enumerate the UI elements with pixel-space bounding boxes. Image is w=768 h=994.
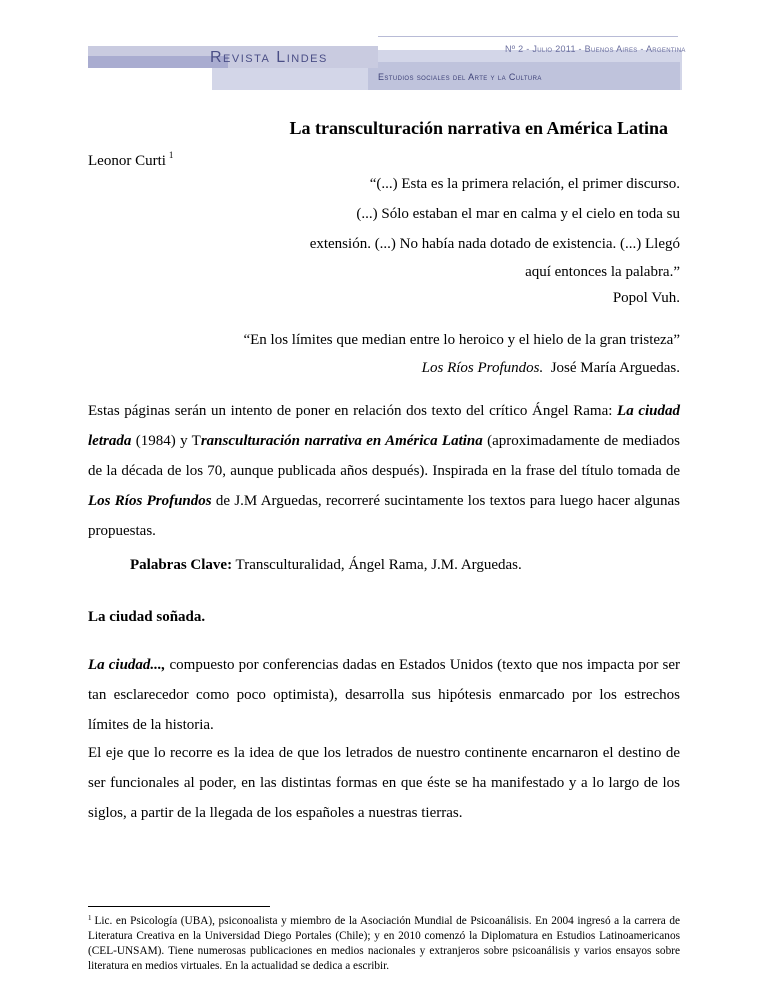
book-title: ransculturación narrativa en América Latina [200, 433, 483, 449]
header-rule [378, 36, 678, 37]
intro-text: (1984) y T [131, 433, 201, 449]
intro-paragraph [88, 396, 680, 546]
keywords-line [130, 557, 522, 574]
journal-subtitle: Estudios sociales del Arte y la Cultura [378, 72, 542, 82]
article-title: La transculturación narrativa en América Latina [289, 118, 668, 138]
footnote-ref[interactable]: 1 [168, 150, 174, 160]
body-paragraph [88, 650, 680, 740]
footnote-number: 1 [88, 914, 92, 922]
epigraph-line: extensión. (...) No había nada dotado de existencia. (...) Llegó [309, 236, 680, 252]
journal-header [0, 0, 768, 100]
body-text: compuesto por conferencias dadas en Estados Unidos (texto que nos impacta por ser tan esclarecedor como poco optimista), desarrolla sus hipótesis enmarcado por los estrechos límites de la historia. [88, 657, 680, 733]
issue-info: Nº 2 - Julio 2011 - Buenos Aires - Argentina [505, 44, 686, 54]
epigraph-line: (...) Sólo estaban el mar en calma y el cielo en toda su [356, 206, 680, 222]
author-line [88, 150, 173, 170]
book-title: La ciudad letrada [88, 403, 680, 449]
epigraph-author: José María Arguedas. [550, 360, 680, 376]
epigraph-source: Popol Vuh. [612, 290, 680, 306]
keywords-value: Transculturalidad, Ángel Rama, J.M. Arguedas. [232, 557, 522, 573]
footnote-divider [88, 906, 270, 907]
book-title: La ciudad..., [88, 657, 166, 673]
epigraph-source [422, 360, 680, 377]
epigraph-line: “(...) Esta es la primera relación, el primer discurso. [369, 176, 680, 192]
epigraph-book-title: Los Ríos Profundos. [421, 360, 544, 376]
footnote-text: Lic. en Psicología (UBA), psiconoalista y miembro de la Asociación Mundial de Psicoanálisis. En 2004 ingresó a la carrera de Literatura Creativa en la Universidad Diego Portales (Chile); y en 2010 comenzó la Diplomatura en Estudios Latinoamericanos (CEL-UNSAM). Tiene numerosas publicaciones en medios nacionales y extranjeros sobre psicoanálisis y varios ensayos sobre literatura en medios virtuales. En la actualidad se dedica a escribir. [88, 915, 680, 972]
author-name: Leonor Curti [88, 153, 166, 169]
intro-text: Estas páginas serán un intento de poner en relación dos texto del crítico Ángel Rama: [88, 403, 618, 419]
header-band-accent [88, 56, 228, 68]
intro-text: (aproximadamente de mediados de la década de los 70, aunque publicada años después). Inspirada en la frase del título tomada de [88, 433, 680, 479]
section-heading: La ciudad soñada. [88, 609, 206, 625]
journal-name: Revista Lindes [210, 49, 328, 66]
epigraph-quote: “En los límites que median entre lo heroico y el hielo de la gran tristeza” [243, 332, 680, 348]
footnote [88, 911, 680, 974]
keywords-label: Palabras Clave: [130, 557, 233, 573]
body-paragraph: El eje que lo recorre es la idea de que los letrados de nuestro continente encarnaron el destino de ser funcionales al poder, en las distintas formas en que éste se ha manifestado y a lo largo de los siglos, a partir de la llegada de los españoles a nuestras tierras. [88, 745, 680, 821]
intro-text: de J.M Arguedas, recorreré sucintamente los textos para luego hacer algunas propuestas. [88, 493, 680, 539]
book-title: Los Ríos Profundos [88, 493, 212, 509]
epigraph-line: aquí entonces la palabra.” [525, 264, 680, 280]
